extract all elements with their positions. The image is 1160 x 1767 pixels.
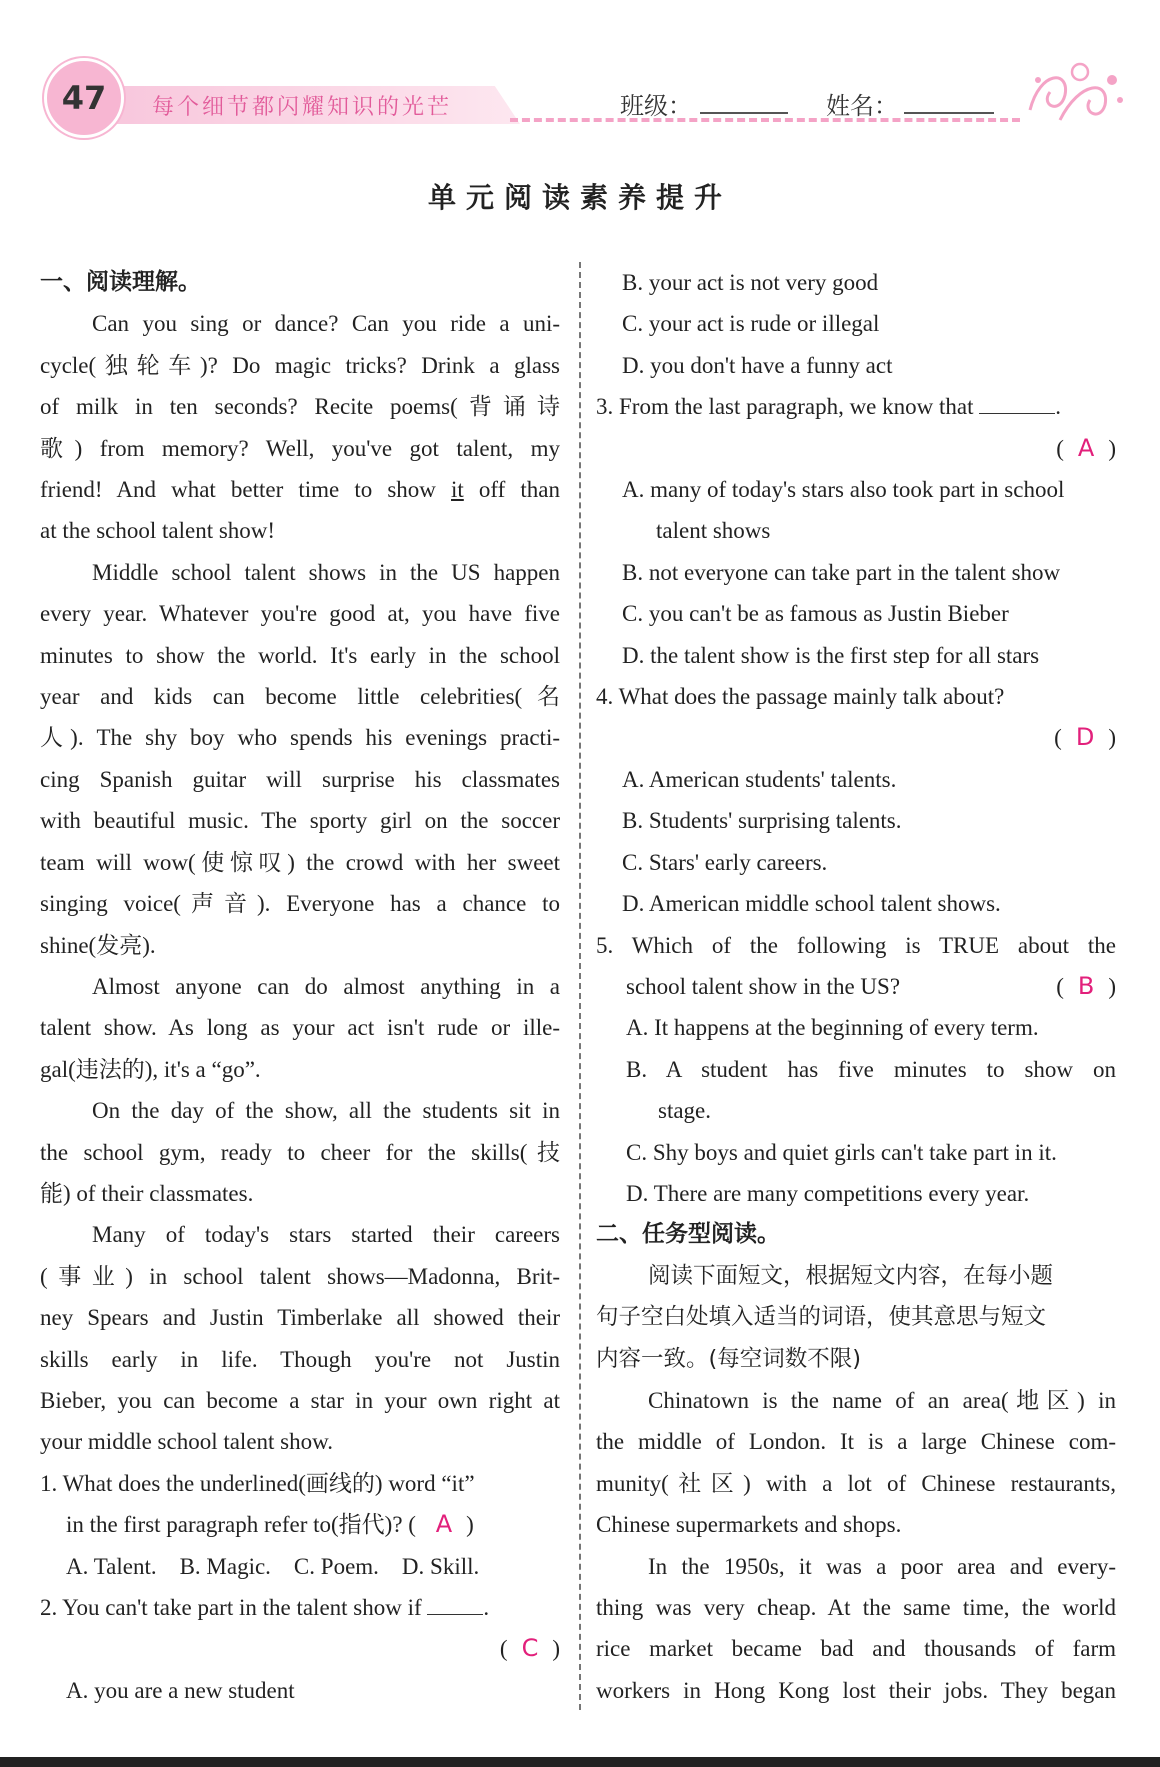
passage-line: workers in Hong Kong lost their jobs. They began — [596, 1677, 1116, 1703]
underlined-word: it — [451, 477, 464, 503]
question-2-stem: 2. You can't take part in the talent show if . — [40, 1595, 490, 1620]
name-field[interactable] — [904, 112, 994, 114]
option-line: D. the talent show is the first step for all stars — [622, 642, 1040, 668]
passage-line: skills early in life. Though you're not Justin — [40, 1346, 560, 1372]
page-number-badge: 47 — [44, 58, 124, 138]
passage-line: 歌) from memory? Well, you've got talent, my — [40, 435, 560, 461]
option-line: stage. — [658, 1098, 712, 1124]
question-3-stem: 3. From the last paragraph, we know that . — [596, 394, 1061, 420]
header-dashed-rule — [510, 118, 1020, 122]
passage-line: every year. Whatever you're good at, you have five — [40, 601, 560, 627]
option-line: A. It happens at the beginning of every term. — [626, 1015, 1039, 1041]
passage-line: Bieber, you can become a star in your own right at — [40, 1387, 560, 1413]
passage-line: the school gym, ready to cheer for the skills(技 — [40, 1139, 560, 1165]
class-label: 班级： — [620, 92, 692, 120]
section-heading-task-reading: 二、任务型阅读。 — [596, 1221, 780, 1248]
passage-line: rice market became bad and thousands of farm — [596, 1636, 1116, 1662]
passage-line: 人). The shy boy who spends his evenings practi- — [40, 725, 560, 751]
option-line: talent shows — [656, 518, 771, 544]
page-header — [0, 0, 1160, 140]
answer-q1: A — [435, 1510, 453, 1539]
passage-line: Many of today's stars started their careers — [92, 1222, 560, 1248]
passage-line: talent show. As long as your act isn't rude or ille- — [40, 1015, 560, 1041]
option-line: A. American students' talents. — [622, 766, 897, 792]
passage-line: Chinatown is the name of an area(地区) in — [648, 1387, 1116, 1413]
passage-line: On the day of the show, all the students sit in — [92, 1098, 560, 1124]
name-label: 姓名： — [826, 92, 898, 120]
passage-line: friend! And what better time to show it off than — [40, 477, 560, 503]
question-4-stem: 4. What does the passage mainly talk about? — [596, 684, 1005, 710]
right-column — [596, 262, 1116, 1711]
option-line: C. you can't be as famous as Justin Bieber — [622, 601, 1009, 627]
option-line: B. your act is not very good — [622, 270, 879, 295]
option-line: D. American middle school talent shows. — [622, 891, 1001, 917]
answer-blank[interactable] — [427, 1596, 483, 1615]
passage-line: your middle school talent show. — [40, 1429, 333, 1455]
option-line: D. you don't have a funny act — [622, 352, 893, 378]
passage-line: at the school talent show! — [40, 518, 276, 544]
instruction-line: 内容一致。(每空词数不限) — [596, 1345, 862, 1372]
class-field[interactable] — [700, 112, 788, 114]
answer-q2: C — [521, 1634, 539, 1663]
passage-line: singing voice(声音). Everyone has a chance to — [40, 891, 560, 917]
option-line: C. Stars' early careers. — [622, 849, 828, 875]
option-line: B. A student has five minutes to show on — [626, 1056, 1116, 1082]
option-line: D. There are many competitions every year. — [626, 1180, 1030, 1206]
floral-ornament-icon — [1020, 50, 1130, 130]
answer-q3: A — [1077, 433, 1095, 462]
passage-line: cycle(独轮车)? Do magic tricks? Drink a glass — [40, 352, 560, 378]
question-5-stem: 5. Which of the following is TRUE about the — [596, 932, 1116, 958]
passage-line: (事业) in school talent shows—Madonna, Brit- — [40, 1263, 560, 1289]
page-bottom-bar — [0, 1757, 1160, 1767]
answer-q5: B — [1077, 971, 1095, 1000]
passage-line: minutes to show the world. It's early in the school — [40, 642, 560, 668]
slogan-text: 每个细节都闪耀知识的光芒 — [152, 95, 453, 120]
answer-blank[interactable] — [979, 395, 1055, 414]
instruction-line: 句子空白处填入适当的词语，使其意思与短文 — [596, 1304, 1047, 1331]
passage-line: Can you sing or dance? Can you ride a uni- — [92, 311, 560, 337]
instruction-line: 阅读下面短文，根据短文内容，在每小题 — [648, 1262, 1054, 1289]
question-1-stem-cont: in the first paragraph refer to(指代)? ( A ) — [66, 1510, 474, 1539]
passage-line: Middle school talent shows in the US happen — [92, 559, 560, 585]
passage-line: In the 1950s, it was a poor area and every- — [648, 1553, 1116, 1579]
passage-line: Chinese supermarkets and shops. — [596, 1512, 902, 1538]
question-5-stem-cont: school talent show in the US? ( B ) — [626, 971, 1116, 1000]
passage-line: gal(违法的), it's a “go”. — [40, 1056, 261, 1082]
passage-line: thing was very cheap. At the same time, the world — [596, 1595, 1116, 1620]
question-1-options: A. Talent. B. Magic. C. Poem. D. Skill. — [66, 1553, 480, 1579]
passage-line: shine(发亮). — [40, 932, 156, 958]
option-line: B. Students' surprising talents. — [622, 808, 902, 834]
left-column — [40, 262, 560, 1711]
passage-line: cing Spanish guitar will surprise his classmates — [40, 766, 560, 792]
question-1-stem: 1. What does the underlined(画线的) word “it” — [40, 1470, 475, 1496]
answer-line-q3: ( A ) — [1056, 433, 1116, 462]
passage-line: 能) of their classmates. — [40, 1180, 254, 1206]
answer-q4: D — [1075, 723, 1095, 752]
passage-line: team will wow(使惊叹) the crowd with her sweet — [40, 849, 560, 875]
passage-line: year and kids can become little celebrities(名 — [40, 684, 560, 710]
option-line: C. your act is rude or illegal — [622, 311, 880, 337]
passage-line: with beautiful music. The sporty girl on the soccer — [40, 808, 560, 834]
passage-line: the middle of London. It is a large Chinese com- — [596, 1429, 1116, 1455]
section-heading-reading: 一、阅读理解。 — [40, 269, 201, 295]
option-line: C. Shy boys and quiet girls can't take part in it. — [626, 1139, 1057, 1165]
option-line: B. not everyone can take part in the talent show — [622, 559, 1061, 585]
option-line: A. many of today's stars also took part in school — [622, 477, 1065, 503]
page-title: 单元阅读素养提升 — [427, 181, 732, 214]
passage-line: Almost anyone can do almost anything in a — [92, 973, 560, 999]
answer-line-q2: ( C ) — [499, 1634, 560, 1663]
passage-line: ney Spears and Justin Timberlake all showed their — [40, 1305, 560, 1331]
column-divider — [579, 262, 581, 1710]
option-line: A. you are a new student — [66, 1677, 295, 1703]
passage-line: of milk in ten seconds? Recite poems(背诵诗 — [40, 394, 560, 420]
answer-line-q4: ( D ) — [1054, 723, 1116, 752]
passage-line: munity(社区) with a lot of Chinese restaurants, — [596, 1470, 1116, 1496]
